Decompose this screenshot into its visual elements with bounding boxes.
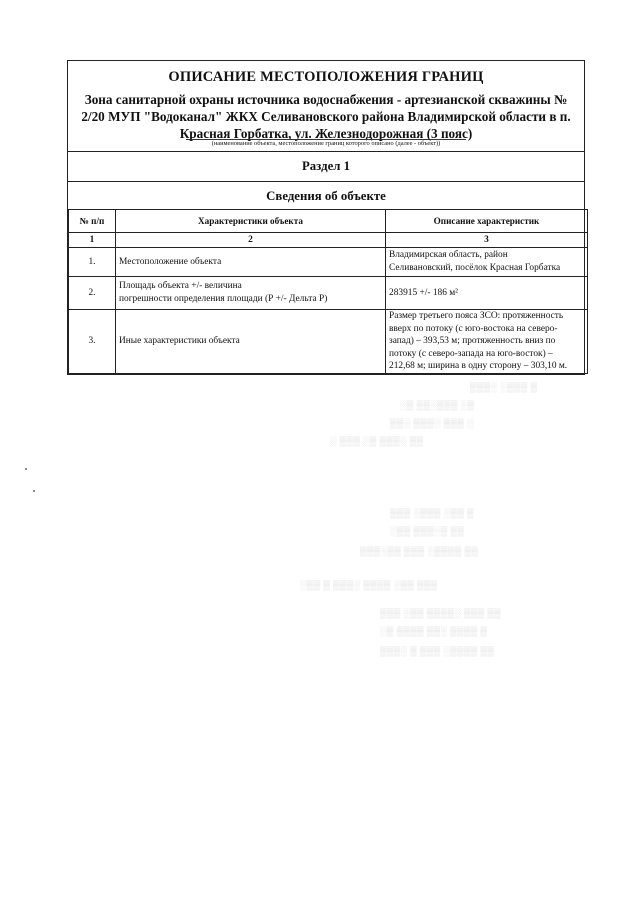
header-characteristic: Характеристики объекта [116, 210, 386, 233]
header-description: Описание характеристик [386, 210, 588, 233]
description-line: Владимирская область, район [389, 250, 508, 261]
document-title: ОПИСАНИЕ МЕСТОПОЛОЖЕНИЯ ГРАНИЦ [168, 69, 484, 85]
object-info-table [68, 209, 588, 374]
object-name [72, 91, 580, 142]
row-characteristic: Иные характеристики объекта [116, 310, 386, 374]
characteristic-line: Площадь объекта +/- величина [119, 281, 242, 292]
column-number: 1 [69, 233, 116, 248]
row-description [386, 310, 588, 374]
column-number: 2 [116, 233, 386, 248]
description-line: потоку (с северо-запада на юго-восток) – [389, 348, 553, 359]
row-characteristic: Местоположение объекта [116, 248, 386, 277]
row-num: 3. [69, 310, 116, 374]
table-row [69, 310, 588, 374]
header-num: № п/п [69, 210, 116, 233]
divider [68, 151, 584, 152]
description-line: 212,68 м; ширина в одну сторону – 303,10 м. [389, 361, 568, 372]
column-number: 3 [386, 233, 588, 248]
divider [68, 181, 584, 182]
table-row [69, 248, 588, 277]
description-line: Размер третьего пояса ЗСО: протяженность [389, 311, 564, 321]
table-row [69, 277, 588, 310]
row-description [386, 248, 588, 277]
row-characteristic [116, 277, 386, 310]
row-num: 1. [69, 248, 116, 277]
object-name-line-3: Красная Горбатка, ул. Железнодорожная (3 пояс) [179, 126, 473, 141]
object-name-line-1: Зона санитарной охраны источника водоснабжения - артезианской скважины № [84, 92, 568, 107]
description-line: Селивановский, посёлок Красная Горбатка [389, 263, 561, 273]
section-subtitle: Сведения об объекте [266, 189, 386, 203]
row-description: 283915 +/- 186 м² [386, 277, 588, 310]
object-name-note: (наименование объекта, местоположение границ которого описано (далее - объект)) [211, 140, 441, 147]
section-title: Раздел 1 [301, 159, 351, 173]
column-numbers-row [69, 233, 588, 248]
object-name-line-2: 2/20 МУП "Водоканал" ЖКХ Селивановского района Владимирской области в п. [81, 109, 571, 124]
row-num: 2. [69, 277, 116, 310]
document-frame [67, 60, 585, 375]
description-line: запад) – 393,53 м; протяженность вниз по [389, 336, 556, 347]
table-header-row [69, 210, 588, 233]
characteristic-line: погрешности определения площади (Р +/- Дельта Р) [119, 294, 328, 304]
description-line: вверх по потоку (с юго-востока на северо- [389, 323, 558, 334]
